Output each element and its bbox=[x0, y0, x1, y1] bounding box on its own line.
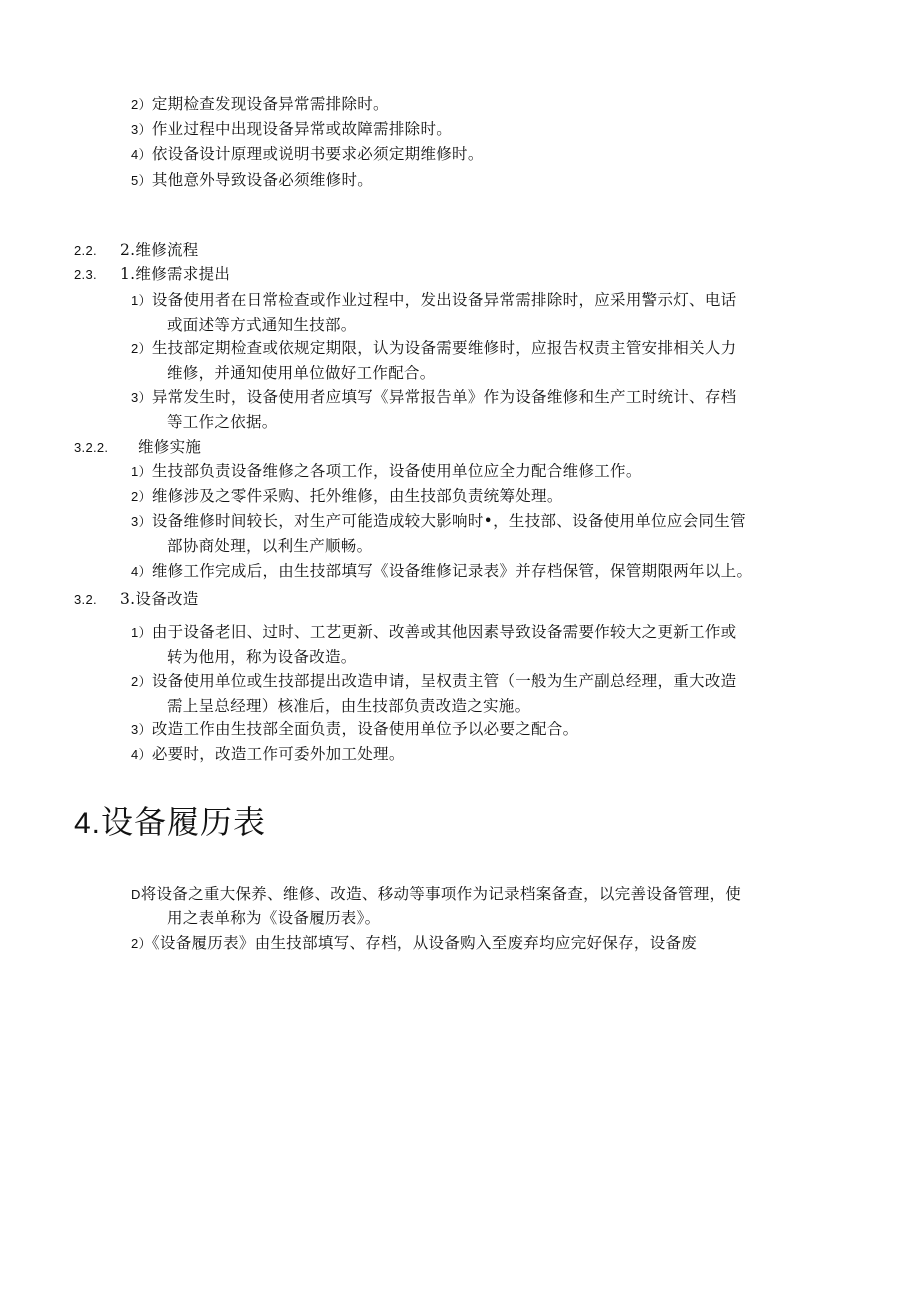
list-item: 5）其他意外导致设备必须维修时。 bbox=[131, 171, 374, 189]
list-item-continuation: 部协商处理，以利生产顺畅。 bbox=[167, 537, 373, 555]
list-item-continuation: 转为他用，称为设备改造。 bbox=[167, 648, 357, 666]
section-heading-3-2-2: 3.2.2. 维修实施 bbox=[74, 438, 202, 456]
list-item: D将设备之重大保养、维修、改造、移动等事项作为记录档案备查，以完善设备管理，使 bbox=[131, 885, 742, 903]
list-item: 2）维修涉及之零件采购、托外维修，由生技部负责统筹处理。 bbox=[131, 487, 563, 505]
list-item: 4）维修工作完成后，由生技部填写《设备维修记录表》并存档保管，保管期限两年以上。 bbox=[131, 562, 753, 580]
list-item: 3）异常发生时，设备使用者应填写《异常报告单》作为设备维修和生产工时统计、存档 bbox=[131, 388, 737, 406]
list-item: 3）作业过程中出现设备异常或故障需排除时。 bbox=[131, 120, 453, 138]
list-item: 4）依设备设计原理或说明书要求必须定期维修时。 bbox=[131, 145, 484, 163]
section-heading-3-2: 3.2. 3.设备改造 bbox=[74, 590, 199, 608]
list-item-continuation: 或面述等方式通知生技部。 bbox=[167, 316, 357, 334]
list-item: 1）生技部负责设备维修之各项工作，设备使用单位应全力配合维修工作。 bbox=[131, 462, 642, 480]
list-item-continuation: 需上呈总经理）核准后，由生技部负责改造之实施。 bbox=[167, 697, 531, 715]
list-item: 2）《设备履历表》由生技部填写、存档，从设备购入至废弃均应完好保存，设备废 bbox=[131, 934, 698, 952]
list-item: 3）设备维修时间较长，对生产可能造成较大影响时•，生技部、设备使用单位应会同生管 bbox=[131, 512, 746, 530]
list-item: 2）设备使用单位或生技部提出改造申请，呈权责主管（一般为生产副总经理，重大改造 bbox=[131, 672, 737, 690]
list-item-continuation: 维修，并通知使用单位做好工作配合。 bbox=[167, 364, 436, 382]
list-item: 2）生技部定期检查或依规定期限，认为设备需要维修时，应报告权责主管安排相关人力 bbox=[131, 339, 737, 357]
section-heading-2-3: 2.3. 1.维修需求提出 bbox=[74, 265, 231, 283]
section-heading-2-2: 2.2. 2.维修流程 bbox=[74, 241, 199, 259]
list-item: 3）改造工作由生技部全面负责，设备使用单位予以必要之配合。 bbox=[131, 720, 579, 738]
list-item: 1）设备使用者在日常检查或作业过程中，发出设备异常需排除时，应采用警示灯、电话 bbox=[131, 291, 737, 309]
list-item: 2）定期检查发现设备异常需排除时。 bbox=[131, 95, 389, 113]
list-item: 4）必要时，改造工作可委外加工处理。 bbox=[131, 745, 405, 763]
list-item-continuation: 用之表单称为《设备履历表》。 bbox=[167, 909, 381, 927]
section-heading-4: 4.设备履历表 bbox=[74, 803, 267, 841]
list-item: 1）由于设备老旧、过时、工艺更新、改善或其他因素导致设备需要作较大之更新工作或 bbox=[131, 623, 737, 641]
list-item-continuation: 等工作之依据。 bbox=[167, 413, 278, 431]
